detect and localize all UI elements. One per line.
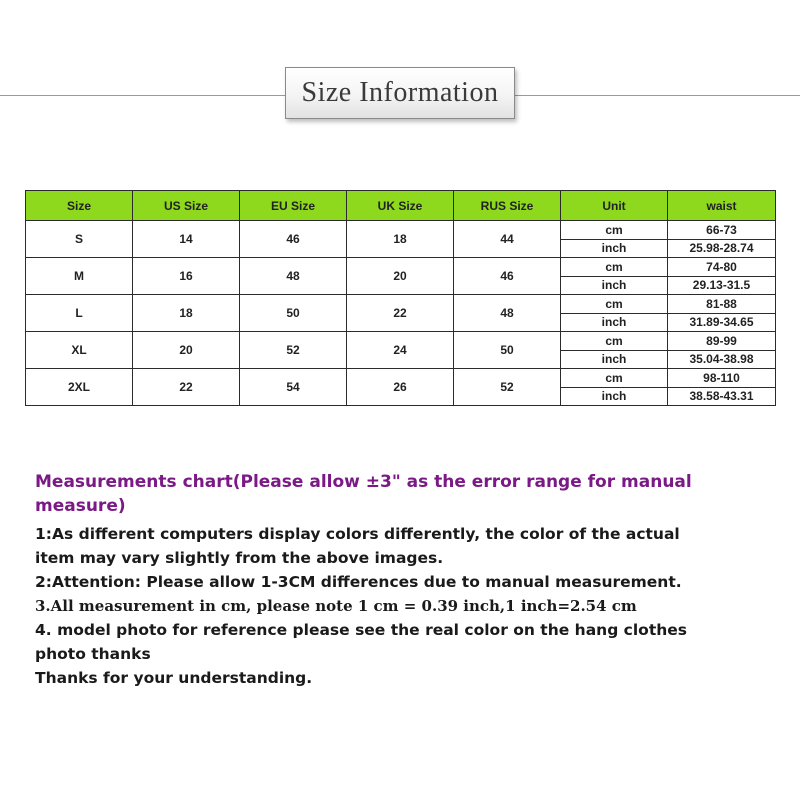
header-unit: Unit	[561, 191, 668, 221]
cell-rus-size: 44	[454, 221, 561, 258]
cell-us-size: 18	[133, 295, 240, 332]
table-row	[26, 295, 776, 314]
cell-waist: 66-73	[668, 221, 776, 240]
note-1-line-a: 1:As different computers display colors differently, the color of the actual	[35, 525, 680, 543]
header-us-size: US Size	[133, 191, 240, 221]
cell-us-size: 16	[133, 258, 240, 295]
header-waist: waist	[668, 191, 776, 221]
title-banner	[285, 67, 515, 119]
notes-section	[35, 470, 775, 690]
cell-unit: cm	[561, 369, 668, 388]
table-row	[26, 258, 776, 277]
cell-unit: cm	[561, 221, 668, 240]
cell-rus-size: 48	[454, 295, 561, 332]
note-3: 3.All measurement in cm, please note 1 cm = 0.39 inch,1 inch=2.54 cm	[35, 597, 637, 615]
cell-size: 2XL	[26, 369, 133, 406]
cell-waist: 74-80	[668, 258, 776, 277]
header-uk-size: UK Size	[347, 191, 454, 221]
table-row	[26, 221, 776, 240]
table-row	[26, 369, 776, 388]
cell-uk-size: 24	[347, 332, 454, 369]
cell-waist: 29.13-31.5	[668, 276, 776, 295]
note-4	[35, 618, 775, 666]
cell-size: M	[26, 258, 133, 295]
note-1	[35, 522, 775, 570]
cell-unit: cm	[561, 295, 668, 314]
cell-us-size: 20	[133, 332, 240, 369]
header-rus-size: RUS Size	[454, 191, 561, 221]
cell-unit: inch	[561, 239, 668, 258]
cell-size: S	[26, 221, 133, 258]
heading-line-2: measure)	[35, 496, 126, 516]
size-table	[25, 190, 776, 406]
note-4-line-a: 4. model photo for reference please see the real color on the hang clothes	[35, 621, 688, 639]
table-row	[26, 332, 776, 351]
cell-waist: 25.98-28.74	[668, 239, 776, 258]
cell-rus-size: 52	[454, 369, 561, 406]
cell-eu-size: 52	[240, 332, 347, 369]
cell-eu-size: 54	[240, 369, 347, 406]
note-4-line-b: photo thanks	[35, 645, 151, 663]
cell-eu-size: 50	[240, 295, 347, 332]
cell-uk-size: 20	[347, 258, 454, 295]
cell-uk-size: 18	[347, 221, 454, 258]
cell-waist: 98-110	[668, 369, 776, 388]
table-header-row	[26, 191, 776, 221]
cell-rus-size: 46	[454, 258, 561, 295]
cell-unit: inch	[561, 276, 668, 295]
cell-waist: 89-99	[668, 332, 776, 351]
note-1-line-b: item may vary slightly from the above images.	[35, 549, 444, 567]
thanks-note: Thanks for your understanding.	[35, 669, 313, 687]
cell-unit: inch	[561, 387, 668, 406]
header-size: Size	[26, 191, 133, 221]
heading-line-1: Measurements chart(Please allow ±3" as the error range for manual	[35, 472, 692, 492]
note-2: 2:Attention: Please allow 1-3CM differences due to manual measurement.	[35, 573, 682, 591]
cell-eu-size: 48	[240, 258, 347, 295]
cell-unit: inch	[561, 313, 668, 332]
cell-size: XL	[26, 332, 133, 369]
cell-uk-size: 22	[347, 295, 454, 332]
cell-unit: cm	[561, 332, 668, 351]
cell-size: L	[26, 295, 133, 332]
measurements-heading	[35, 470, 775, 518]
cell-unit: cm	[561, 258, 668, 277]
cell-waist: 81-88	[668, 295, 776, 314]
cell-rus-size: 50	[454, 332, 561, 369]
header-eu-size: EU Size	[240, 191, 347, 221]
page-title: Size Information	[301, 77, 499, 108]
cell-waist: 35.04-38.98	[668, 350, 776, 369]
cell-eu-size: 46	[240, 221, 347, 258]
cell-unit: inch	[561, 350, 668, 369]
cell-uk-size: 26	[347, 369, 454, 406]
cell-waist: 31.89-34.65	[668, 313, 776, 332]
cell-us-size: 14	[133, 221, 240, 258]
cell-us-size: 22	[133, 369, 240, 406]
cell-waist: 38.58-43.31	[668, 387, 776, 406]
